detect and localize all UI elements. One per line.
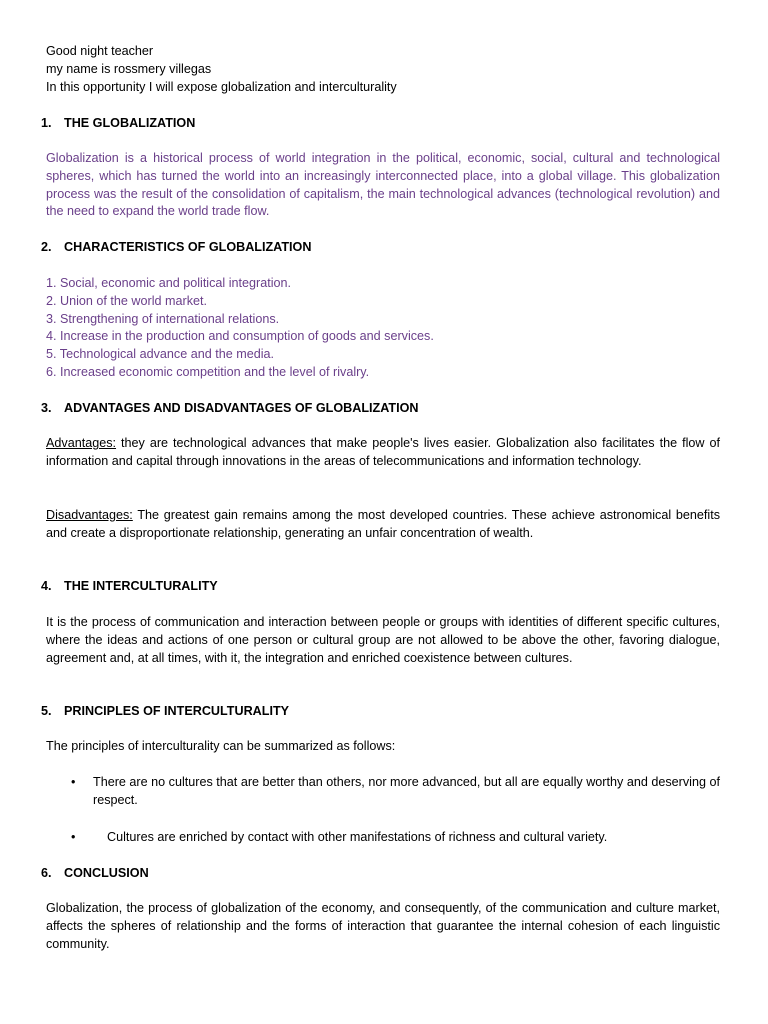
section-5-title: PRINCIPLES OF INTERCULTURALITY [64,704,290,718]
principle-text: There are no cultures that are better than others, nor more advanced, but all are equally worthy and deserving of respect. [93,775,720,807]
principles-list [46,774,720,810]
bullet-icon: • [71,775,76,789]
characteristic-item: 5. Technological advance and the media. [46,347,275,362]
section-2-number: 2. [41,240,52,254]
characteristic-item: 6. Increased economic competition and the level of rivalry. [46,364,370,379]
disadvantages-paragraph [46,507,720,543]
advantages-paragraph [46,435,720,471]
characteristic-item: 1. Social, economic and political integration. [46,276,292,290]
greeting-line: Good night teacher [46,44,154,58]
intro-block [46,43,720,96]
section-1-title: THE GLOBALIZATION [64,116,196,130]
principle-item [46,829,720,847]
globalization-definition: Globalization is a historical process of world integration in the political, economic, social, cultural and technological spheres, which has turned the world into an increasingly interconnected place, into a global village. This globalization process was the result of the consolidation of capitalism, the main technological advances (technological revolution) and the need to expand the world trade flow. [46,151,720,219]
section-6-title: CONCLUSION [64,866,149,880]
section-4-title: THE INTERCULTURALITY [64,579,218,593]
principles-list-2 [46,829,720,847]
disadvantages-text: The greatest gain remains among the most developed countries. These achieve astronomical benefits and create a disproportionate relationship, generating an unfair concentration of wealth. [46,508,720,540]
characteristic-item: 3. Strengthening of international relations. [46,311,280,326]
section-2-heading [41,239,311,257]
section-1-heading [41,115,195,133]
section-5-number: 5. [41,704,52,718]
topic-line: In this opportunity I will expose globalization and interculturality [46,79,397,94]
interculturality-definition: It is the process of communication and interaction between people or groups with identities of different specific cultures, where the ideas and actions of one person or cultural group are not allowed to be above the other, favoring dialogue, agreement and, at all times, with it, the integration and enriched coexistence between cultures. [46,615,720,665]
principle-text: Cultures are enriched by contact with other manifestations of richness and cultural variety. [107,830,608,844]
section-3-heading [41,400,418,418]
section-4-heading [41,578,218,596]
name-line: my name is rossmery villegas [46,61,212,76]
characteristic-item: 2. Union of the world market. [46,293,207,308]
section-3-number: 3. [41,401,52,415]
section-3-title: ADVANTAGES AND DISADVANTAGES OF GLOBALIZATION [64,401,419,415]
principle-item [46,774,720,810]
advantages-label: Advantages: [46,436,117,450]
section-4-number: 4. [41,579,52,593]
advantages-text: they are technological advances that make people's lives easier. Globalization also facilitates the flow of information and capital through innovations in the areas of telecommunications and information technology. [46,436,720,468]
disadvantages-label: Disadvantages: [46,508,133,522]
characteristic-item: 4. Increase in the production and consumption of goods and services. [46,329,434,344]
section-1-number: 1. [41,116,52,130]
principles-intro: The principles of interculturality can be summarized as follows: [46,739,396,753]
section-6-number: 6. [41,866,52,880]
conclusion-paragraph: Globalization, the process of globalization of the economy, and consequently, of the communication and culture market, affects the spheres of relationship and the forms of interaction that guarantee the internal cohesion of each linguistic community. [46,901,720,951]
section-5-heading [41,703,289,721]
bullet-icon: • [71,830,76,844]
section-2-title: CHARACTERISTICS OF GLOBALIZATION [64,240,312,254]
characteristics-list [46,275,720,382]
section-6-heading [41,865,149,883]
